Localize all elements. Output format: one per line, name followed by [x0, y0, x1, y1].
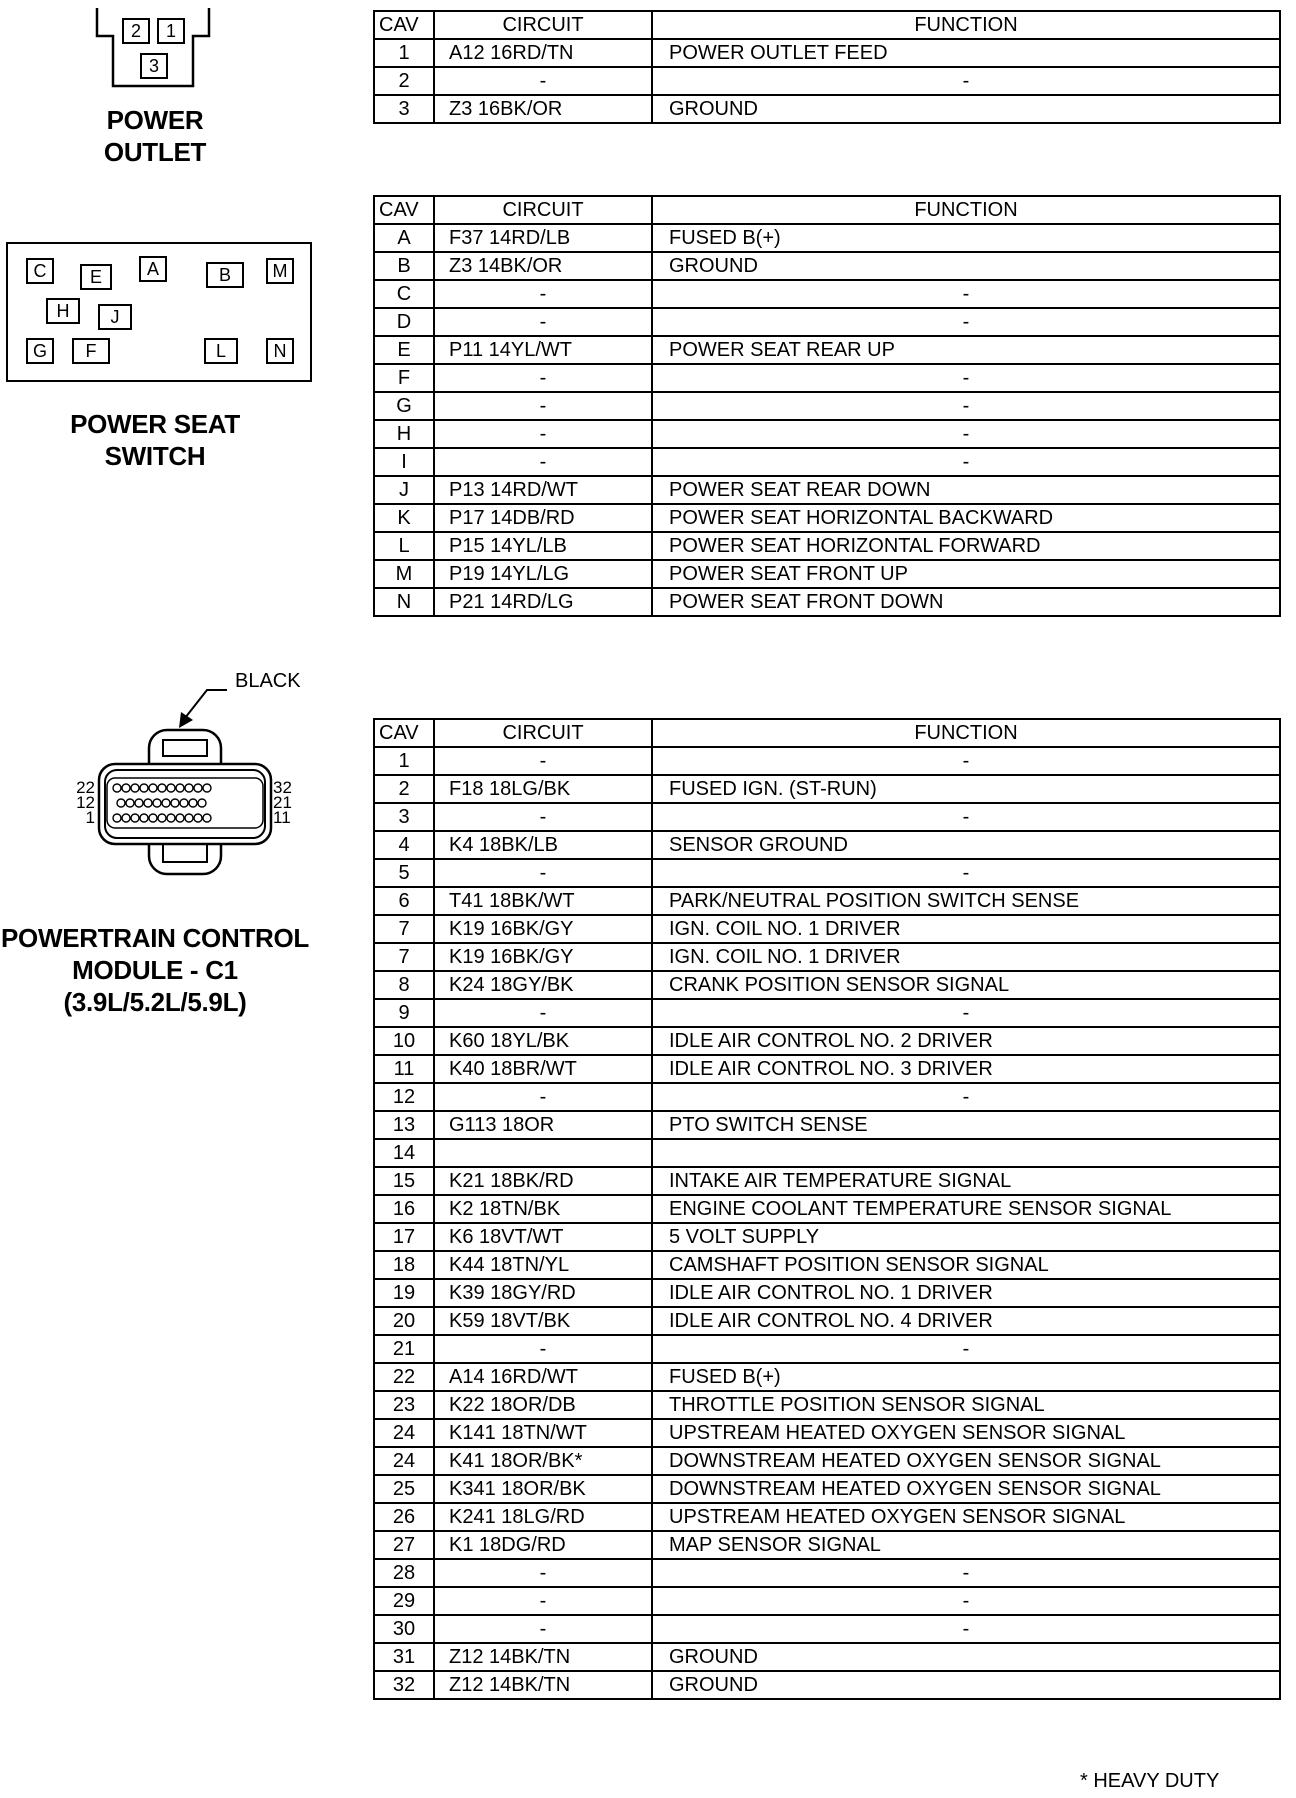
table-header-row — [374, 719, 1280, 747]
function-cell: FUSED IGN. (ST-RUN) — [652, 775, 1280, 803]
pcm-c1-title-line-1: POWERTRAIN CONTROL — [0, 923, 310, 953]
cav-cell: 13 — [374, 1111, 434, 1139]
cav-cell: 10 — [374, 1027, 434, 1055]
table-row — [374, 392, 1280, 420]
circuit-cell: Z12 14BK/TN — [434, 1671, 652, 1699]
function-cell: POWER SEAT REAR UP — [652, 336, 1280, 364]
cav-cell: 3 — [374, 803, 434, 831]
table-row — [374, 1531, 1280, 1559]
cav-cell: 11 — [374, 1055, 434, 1083]
table-row — [374, 1251, 1280, 1279]
cav-cell: 32 — [374, 1671, 434, 1699]
function-cell: IDLE AIR CONTROL NO. 3 DRIVER — [652, 1055, 1280, 1083]
circuit-cell: K22 18OR/DB — [434, 1391, 652, 1419]
function-cell: MAP SENSOR SIGNAL — [652, 1531, 1280, 1559]
cav-cell: I — [374, 448, 434, 476]
seat-switch-pin-c: C — [26, 258, 54, 284]
function-cell: POWER SEAT HORIZONTAL FORWARD — [652, 532, 1280, 560]
cav-cell: 16 — [374, 1195, 434, 1223]
seat-switch-pin-e: E — [80, 264, 112, 290]
cav-cell: 30 — [374, 1615, 434, 1643]
table-row — [374, 999, 1280, 1027]
table-row — [374, 1503, 1280, 1531]
function-cell: THROTTLE POSITION SENSOR SIGNAL — [652, 1391, 1280, 1419]
cav-cell: 29 — [374, 1587, 434, 1615]
cav-cell: N — [374, 588, 434, 616]
cav-cell: 1 — [374, 747, 434, 775]
pcm-c1-connector-diagram — [55, 668, 315, 908]
table-row — [374, 1195, 1280, 1223]
circuit-cell: - — [434, 420, 652, 448]
table-row — [374, 803, 1280, 831]
cav-cell: 18 — [374, 1251, 434, 1279]
cav-cell: 1 — [374, 39, 434, 67]
cav-cell: 19 — [374, 1279, 434, 1307]
cav-cell: 17 — [374, 1223, 434, 1251]
function-cell: GROUND — [652, 1671, 1280, 1699]
cav-cell: 21 — [374, 1335, 434, 1363]
function-cell: - — [652, 448, 1280, 476]
seat-switch-pin-a: A — [139, 256, 167, 282]
column-header-function: FUNCTION — [652, 719, 1280, 747]
table-row — [374, 1447, 1280, 1475]
circuit-cell: - — [434, 392, 652, 420]
column-header-function: FUNCTION — [652, 196, 1280, 224]
table-row — [374, 943, 1280, 971]
table-row — [374, 252, 1280, 280]
seat-switch-pin-b: B — [206, 262, 244, 288]
pcm-pin-numbers-right — [273, 780, 311, 825]
circuit-cell: K141 18TN/WT — [434, 1419, 652, 1447]
circuit-cell: K39 18GY/RD — [434, 1279, 652, 1307]
circuit-cell: - — [434, 364, 652, 392]
cav-cell: D — [374, 308, 434, 336]
circuit-cell: P13 14RD/WT — [434, 476, 652, 504]
seat-switch-pin-l: L — [204, 338, 238, 364]
circuit-cell: K59 18VT/BK — [434, 1307, 652, 1335]
cav-cell: 9 — [374, 999, 434, 1027]
seat-switch-pin-f: F — [72, 338, 110, 364]
table-row — [374, 1419, 1280, 1447]
power-seat-switch-cavity-table — [373, 195, 1281, 617]
circuit-cell: - — [434, 1587, 652, 1615]
circuit-cell: - — [434, 747, 652, 775]
table-header-row — [374, 196, 1280, 224]
pcm-c1-title-line-2: MODULE - C1 — [72, 955, 238, 985]
table-row — [374, 420, 1280, 448]
cav-cell: 27 — [374, 1531, 434, 1559]
table-row — [374, 1027, 1280, 1055]
function-cell: POWER OUTLET FEED — [652, 39, 1280, 67]
table-row — [374, 1391, 1280, 1419]
table-row — [374, 1643, 1280, 1671]
table-row — [374, 915, 1280, 943]
circuit-cell: - — [434, 1559, 652, 1587]
circuit-cell: K60 18YL/BK — [434, 1027, 652, 1055]
function-cell: INTAKE AIR TEMPERATURE SIGNAL — [652, 1167, 1280, 1195]
cav-cell: F — [374, 364, 434, 392]
pcm-pin-label-1: 1 — [85, 808, 95, 827]
circuit-cell: T41 18BK/WT — [434, 887, 652, 915]
cav-cell: 26 — [374, 1503, 434, 1531]
pcm-pin-label-11: 11 — [273, 808, 291, 827]
function-cell: - — [652, 67, 1280, 95]
pcm-pin-label-21: 21 — [273, 793, 292, 812]
circuit-cell: K21 18BK/RD — [434, 1167, 652, 1195]
table-header-row — [374, 11, 1280, 39]
circuit-cell: A12 16RD/TN — [434, 39, 652, 67]
table-row — [374, 1671, 1280, 1699]
pcm-pin-label-32: 32 — [273, 778, 292, 797]
table-row — [374, 448, 1280, 476]
cav-cell: 6 — [374, 887, 434, 915]
circuit-cell: Z3 14BK/OR — [434, 252, 652, 280]
seat-switch-pin-g: G — [26, 338, 54, 364]
function-cell: - — [652, 747, 1280, 775]
power-outlet-title — [0, 104, 310, 168]
circuit-cell: K24 18GY/BK — [434, 971, 652, 999]
pcm-c1-title-line-3: (3.9L/5.2L/5.9L) — [63, 987, 247, 1017]
function-cell: - — [652, 803, 1280, 831]
function-cell: GROUND — [652, 1643, 1280, 1671]
function-cell: FUSED B(+) — [652, 1363, 1280, 1391]
power-outlet-cavity-table — [373, 10, 1281, 124]
function-cell: IDLE AIR CONTROL NO. 2 DRIVER — [652, 1027, 1280, 1055]
function-cell: UPSTREAM HEATED OXYGEN SENSOR SIGNAL — [652, 1503, 1280, 1531]
function-cell: FUSED B(+) — [652, 224, 1280, 252]
power-outlet-pin-3: 3 — [140, 53, 168, 79]
table-row — [374, 476, 1280, 504]
function-cell: POWER SEAT REAR DOWN — [652, 476, 1280, 504]
cav-cell: 31 — [374, 1643, 434, 1671]
function-cell: 5 VOLT SUPPLY — [652, 1223, 1280, 1251]
cav-cell: 12 — [374, 1083, 434, 1111]
circuit-cell: K19 16BK/GY — [434, 915, 652, 943]
cav-cell: A — [374, 224, 434, 252]
cav-cell: 28 — [374, 1559, 434, 1587]
table-row — [374, 560, 1280, 588]
table-row — [374, 1083, 1280, 1111]
cav-cell: 24 — [374, 1419, 434, 1447]
heavy-duty-footnote: * HEAVY DUTY — [1080, 1770, 1220, 1792]
function-cell: SENSOR GROUND — [652, 831, 1280, 859]
circuit-cell: K41 18OR/BK* — [434, 1447, 652, 1475]
cav-cell: C — [374, 280, 434, 308]
circuit-cell: F37 14RD/LB — [434, 224, 652, 252]
function-cell: - — [652, 999, 1280, 1027]
column-header-circuit: CIRCUIT — [434, 11, 652, 39]
function-cell: IDLE AIR CONTROL NO. 1 DRIVER — [652, 1279, 1280, 1307]
circuit-cell: F18 18LG/BK — [434, 775, 652, 803]
function-cell: CAMSHAFT POSITION SENSOR SIGNAL — [652, 1251, 1280, 1279]
cav-cell: B — [374, 252, 434, 280]
circuit-cell: A14 16RD/WT — [434, 1363, 652, 1391]
cav-cell: 25 — [374, 1475, 434, 1503]
function-cell: - — [652, 1083, 1280, 1111]
circuit-cell: Z3 16BK/OR — [434, 95, 652, 123]
cav-cell: H — [374, 420, 434, 448]
cav-cell: G — [374, 392, 434, 420]
table-row — [374, 1615, 1280, 1643]
function-cell: - — [652, 1335, 1280, 1363]
table-row — [374, 775, 1280, 803]
circuit-cell: - — [434, 859, 652, 887]
column-header-circuit: CIRCUIT — [434, 196, 652, 224]
cav-cell: 23 — [374, 1391, 434, 1419]
circuit-cell: K40 18BR/WT — [434, 1055, 652, 1083]
pcm-c1-cavity-table — [373, 718, 1281, 1700]
circuit-cell: K19 16BK/GY — [434, 943, 652, 971]
column-header-cav: CAV — [374, 11, 434, 39]
function-cell: CRANK POSITION SENSOR SIGNAL — [652, 971, 1280, 999]
cav-cell: 3 — [374, 95, 434, 123]
cav-cell: K — [374, 504, 434, 532]
column-header-cav: CAV — [374, 196, 434, 224]
power-outlet-pin-1: 1 — [157, 18, 185, 44]
circuit-cell: K2 18TN/BK — [434, 1195, 652, 1223]
seat-switch-pin-n: N — [266, 338, 294, 364]
seat-switch-pin-j: J — [98, 304, 132, 330]
circuit-cell: - — [434, 448, 652, 476]
table-row — [374, 1111, 1280, 1139]
cav-cell: E — [374, 336, 434, 364]
column-header-function: FUNCTION — [652, 11, 1280, 39]
circuit-cell: - — [434, 308, 652, 336]
seat-switch-pin-m: M — [266, 258, 294, 284]
cav-cell: 7 — [374, 943, 434, 971]
function-cell: IGN. COIL NO. 1 DRIVER — [652, 943, 1280, 971]
circuit-cell: - — [434, 1083, 652, 1111]
function-cell: DOWNSTREAM HEATED OXYGEN SENSOR SIGNAL — [652, 1475, 1280, 1503]
function-cell: PTO SWITCH SENSE — [652, 1111, 1280, 1139]
function-cell: - — [652, 308, 1280, 336]
function-cell: - — [652, 859, 1280, 887]
function-cell — [652, 1139, 1280, 1167]
function-cell: POWER SEAT FRONT UP — [652, 560, 1280, 588]
table-row — [374, 1223, 1280, 1251]
power-seat-switch-connector-diagram — [6, 242, 312, 382]
table-row — [374, 887, 1280, 915]
cav-cell: J — [374, 476, 434, 504]
column-header-cav: CAV — [374, 719, 434, 747]
circuit-cell: K6 18VT/WT — [434, 1223, 652, 1251]
cav-cell: 7 — [374, 915, 434, 943]
circuit-cell: K44 18TN/YL — [434, 1251, 652, 1279]
function-cell: ENGINE COOLANT TEMPERATURE SENSOR SIGNAL — [652, 1195, 1280, 1223]
pcm-color-label: BLACK — [235, 670, 301, 692]
function-cell: IDLE AIR CONTROL NO. 4 DRIVER — [652, 1307, 1280, 1335]
circuit-cell: P17 14DB/RD — [434, 504, 652, 532]
table-row — [374, 1307, 1280, 1335]
circuit-cell: - — [434, 1615, 652, 1643]
table-row — [374, 39, 1280, 67]
cav-cell: 20 — [374, 1307, 434, 1335]
circuit-cell — [434, 1139, 652, 1167]
circuit-cell: K241 18LG/RD — [434, 1503, 652, 1531]
function-cell: DOWNSTREAM HEATED OXYGEN SENSOR SIGNAL — [652, 1447, 1280, 1475]
circuit-cell: - — [434, 999, 652, 1027]
function-cell: - — [652, 392, 1280, 420]
cav-cell: 15 — [374, 1167, 434, 1195]
power-seat-switch-title — [0, 408, 310, 472]
function-cell: - — [652, 280, 1280, 308]
power-outlet-connector-diagram — [95, 8, 215, 88]
table-row — [374, 971, 1280, 999]
table-row — [374, 1139, 1280, 1167]
table-row — [374, 1587, 1280, 1615]
function-cell: - — [652, 420, 1280, 448]
circuit-cell: Z12 14BK/TN — [434, 1643, 652, 1671]
column-header-circuit: CIRCUIT — [434, 719, 652, 747]
power-outlet-title-line-2: OUTLET — [103, 137, 207, 167]
table-row — [374, 831, 1280, 859]
function-cell: IGN. COIL NO. 1 DRIVER — [652, 915, 1280, 943]
table-row — [374, 280, 1280, 308]
table-row — [374, 1335, 1280, 1363]
table-row — [374, 364, 1280, 392]
cav-cell: M — [374, 560, 434, 588]
cav-cell: 2 — [374, 67, 434, 95]
table-row — [374, 308, 1280, 336]
table-row — [374, 1475, 1280, 1503]
circuit-cell: G113 18OR — [434, 1111, 652, 1139]
pcm-c1-title — [0, 922, 310, 1018]
function-cell: PARK/NEUTRAL POSITION SWITCH SENSE — [652, 887, 1280, 915]
function-cell: POWER SEAT HORIZONTAL BACKWARD — [652, 504, 1280, 532]
table-row — [374, 532, 1280, 560]
cav-cell: 8 — [374, 971, 434, 999]
cav-cell: 22 — [374, 1363, 434, 1391]
circuit-cell: P19 14YL/LG — [434, 560, 652, 588]
circuit-cell: K1 18DG/RD — [434, 1531, 652, 1559]
table-row — [374, 67, 1280, 95]
table-row — [374, 95, 1280, 123]
function-cell: - — [652, 1559, 1280, 1587]
table-row — [374, 1559, 1280, 1587]
cav-cell: 5 — [374, 859, 434, 887]
circuit-cell: - — [434, 803, 652, 831]
table-row — [374, 588, 1280, 616]
circuit-cell: P15 14YL/LB — [434, 532, 652, 560]
cav-cell: 24 — [374, 1447, 434, 1475]
circuit-cell: P11 14YL/WT — [434, 336, 652, 364]
circuit-cell: P21 14RD/LG — [434, 588, 652, 616]
table-row — [374, 224, 1280, 252]
pcm-pin-label-12: 12 — [76, 793, 95, 812]
pcm-pin-numbers-left — [57, 780, 95, 825]
circuit-cell: - — [434, 1335, 652, 1363]
cav-cell: 14 — [374, 1139, 434, 1167]
table-row — [374, 1055, 1280, 1083]
power-seat-switch-title-line-1: POWER SEAT — [70, 409, 240, 439]
function-cell: GROUND — [652, 95, 1280, 123]
function-cell: - — [652, 1615, 1280, 1643]
cav-cell: 2 — [374, 775, 434, 803]
function-cell: - — [652, 364, 1280, 392]
table-row — [374, 1167, 1280, 1195]
function-cell: POWER SEAT FRONT DOWN — [652, 588, 1280, 616]
table-row — [374, 1279, 1280, 1307]
circuit-cell: K4 18BK/LB — [434, 831, 652, 859]
function-cell: UPSTREAM HEATED OXYGEN SENSOR SIGNAL — [652, 1419, 1280, 1447]
power-outlet-title-line-1: POWER — [106, 105, 204, 135]
power-seat-switch-title-line-2: SWITCH — [104, 441, 206, 471]
cav-cell: 4 — [374, 831, 434, 859]
function-cell: GROUND — [652, 252, 1280, 280]
table-row — [374, 1363, 1280, 1391]
table-row — [374, 747, 1280, 775]
function-cell: - — [652, 1587, 1280, 1615]
power-outlet-pin-2: 2 — [122, 18, 150, 44]
circuit-cell: K341 18OR/BK — [434, 1475, 652, 1503]
circuit-cell: - — [434, 67, 652, 95]
table-row — [374, 336, 1280, 364]
table-row — [374, 504, 1280, 532]
cav-cell: L — [374, 532, 434, 560]
table-row — [374, 859, 1280, 887]
pcm-pin-label-22: 22 — [76, 778, 95, 797]
seat-switch-pin-h: H — [46, 298, 80, 324]
circuit-cell: - — [434, 280, 652, 308]
